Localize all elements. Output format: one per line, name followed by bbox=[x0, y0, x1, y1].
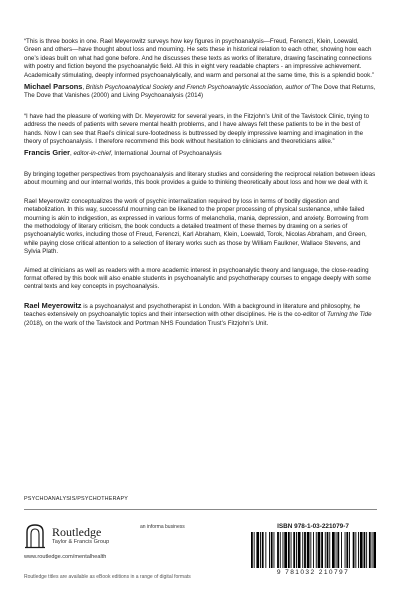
barcode-icon bbox=[250, 532, 376, 568]
endorser-journal-2: International Journal of Psychoanalysis bbox=[114, 150, 222, 158]
author-name: Rael Meyerowitz bbox=[24, 300, 82, 310]
barcode-digits: 9 781032 210797 bbox=[276, 569, 350, 576]
endorser-affiliation-1: British Psychoanalytical Society and French Psychoanalytic Association, author of bbox=[85, 84, 310, 92]
subject-category: PSYCHOANALYSIS/PSYCHOTHERAPY bbox=[24, 496, 129, 502]
endorser-name-2: Francis Grier bbox=[24, 148, 71, 158]
ebook-note: Routledge titles are available as eBook editions in a range of digital formats bbox=[24, 574, 191, 580]
author-bio-part-1: is a psychoanalyst and psychotherapist in London. With a background in literature and philosophy, he teaches extensively on psychoanalytic topics and their intersection with other disciplines. He is the co-editor of bbox=[24, 302, 361, 319]
imprint-tagline: an informa business bbox=[140, 524, 185, 530]
endorsement-attribution-1: Michael Parsons, British Psychoanalytical Society and French Psychoanalytic Association, author of The Dove that Returns, The Dove that Vanishes (2000) and Living Psychoanalysis (2014) bbox=[24, 82, 376, 100]
publisher-name-block bbox=[52, 526, 109, 546]
endorsement-quote-2: “I have had the pleasure of working with Dr. Meyerowitz for several years, in the Fitzjohn’s Unit of the Tavistock Clinic, trying to address the needs of patients with severe mental health problems, and I have always felt these patients to be in the best of hands. Now I can see that Rael’s clinical sure-footedness is buttressed by deeply impressive learning and imagination in the theory of psychoanalysis. I therefore recommend this book without hesitation to clinicians and theoreticians alike.” bbox=[24, 112, 370, 146]
endorsement-attribution-2: Francis Grier, editor-in-chief, International Journal of Psychoanalysis bbox=[24, 148, 222, 158]
publisher-name: Routledge bbox=[52, 525, 102, 539]
publisher-url[interactable]: www.routledge.com/mentalhealth bbox=[24, 554, 107, 560]
endorser-role-2: editor-in-chief bbox=[73, 150, 111, 158]
endorser-works-1: The Dove that Returns, The Dove that Vanishes (2000) and Living Psychoanalysis (2014) bbox=[24, 84, 376, 100]
routledge-logo-icon bbox=[24, 523, 46, 549]
endorsement-quote-1: “This is three books in one. Rael Meyerowitz surveys how key figures in psychoanalysis—Freud, Ferenczi, Klein, Loewald, Green and others—have thought about loss and mourning. He sets these in historical relation to each other, showing how each one’s ideas built on what had gone before. And he discusses these texts as works of literature, drawing fascinating connections with poetry and fiction beyond the psychoanalytic field. All this in eight very readable chapters - an impressive achievement. Academically stimulating, deeply informed psychoanalytically, and warm and personal at the same time, this is a splendid book.” bbox=[24, 38, 374, 79]
text-column bbox=[24, 38, 377, 338]
isbn-label: ISBN 978-1-03-221079-7 bbox=[277, 523, 349, 530]
author-bio-part-2: (2018), on the work of the Tavistock and Portman NHS Foundation Trust’s Fitzjohn’s Unit. bbox=[24, 319, 269, 327]
blurb-paragraph-1: By bringing together perspectives from psychoanalysis and literary studies and considering the reciprocal relation between ideas about mourning and our internal worlds, this book provides a guide to thinking theoretically about loss and how we deal with it. bbox=[24, 170, 376, 187]
blurb-paragraph-3: Aimed at clinicians as well as readers with a more academic interest in psychoanalytic theory and language, the close-reading format offered by this book will also enable students in psychoanalytic and psychotherapy courses to engage deeply with some central texts and key concepts in psychoanalysis. bbox=[24, 266, 371, 291]
author-bio bbox=[24, 302, 377, 328]
endorser-name-1: Michael Parsons bbox=[24, 82, 83, 92]
divider-rule bbox=[24, 509, 377, 510]
blurb-paragraph-2: Rael Meyerowitz conceptualizes the work of psychic internalization required by loss in terms of bodily digestion and metabolization. In this way, successful mourning can be likened to the proper processing of physical sustenance, while failed mourning is akin to indigestion, as expressed in various forms of melancholia, mania, depression, and anxiety. Borrowing from the methodology of literary criticism, the book conducts a detailed treatment of these themes by drawing on a series of psychoanalytic works, including those of Freud, Ferenczi, Karl Abraham, Klein, Loewald, Torok, Nicolas Abraham, and Green, while paying close critical attention to a selection of literary works such as those by William Faulkner, Wallace Stevens, and Sylvia Plath. bbox=[24, 197, 369, 256]
publisher-group: Taylor & Francis Group bbox=[52, 539, 110, 545]
author-book-title: Turning the Tide bbox=[327, 311, 372, 319]
